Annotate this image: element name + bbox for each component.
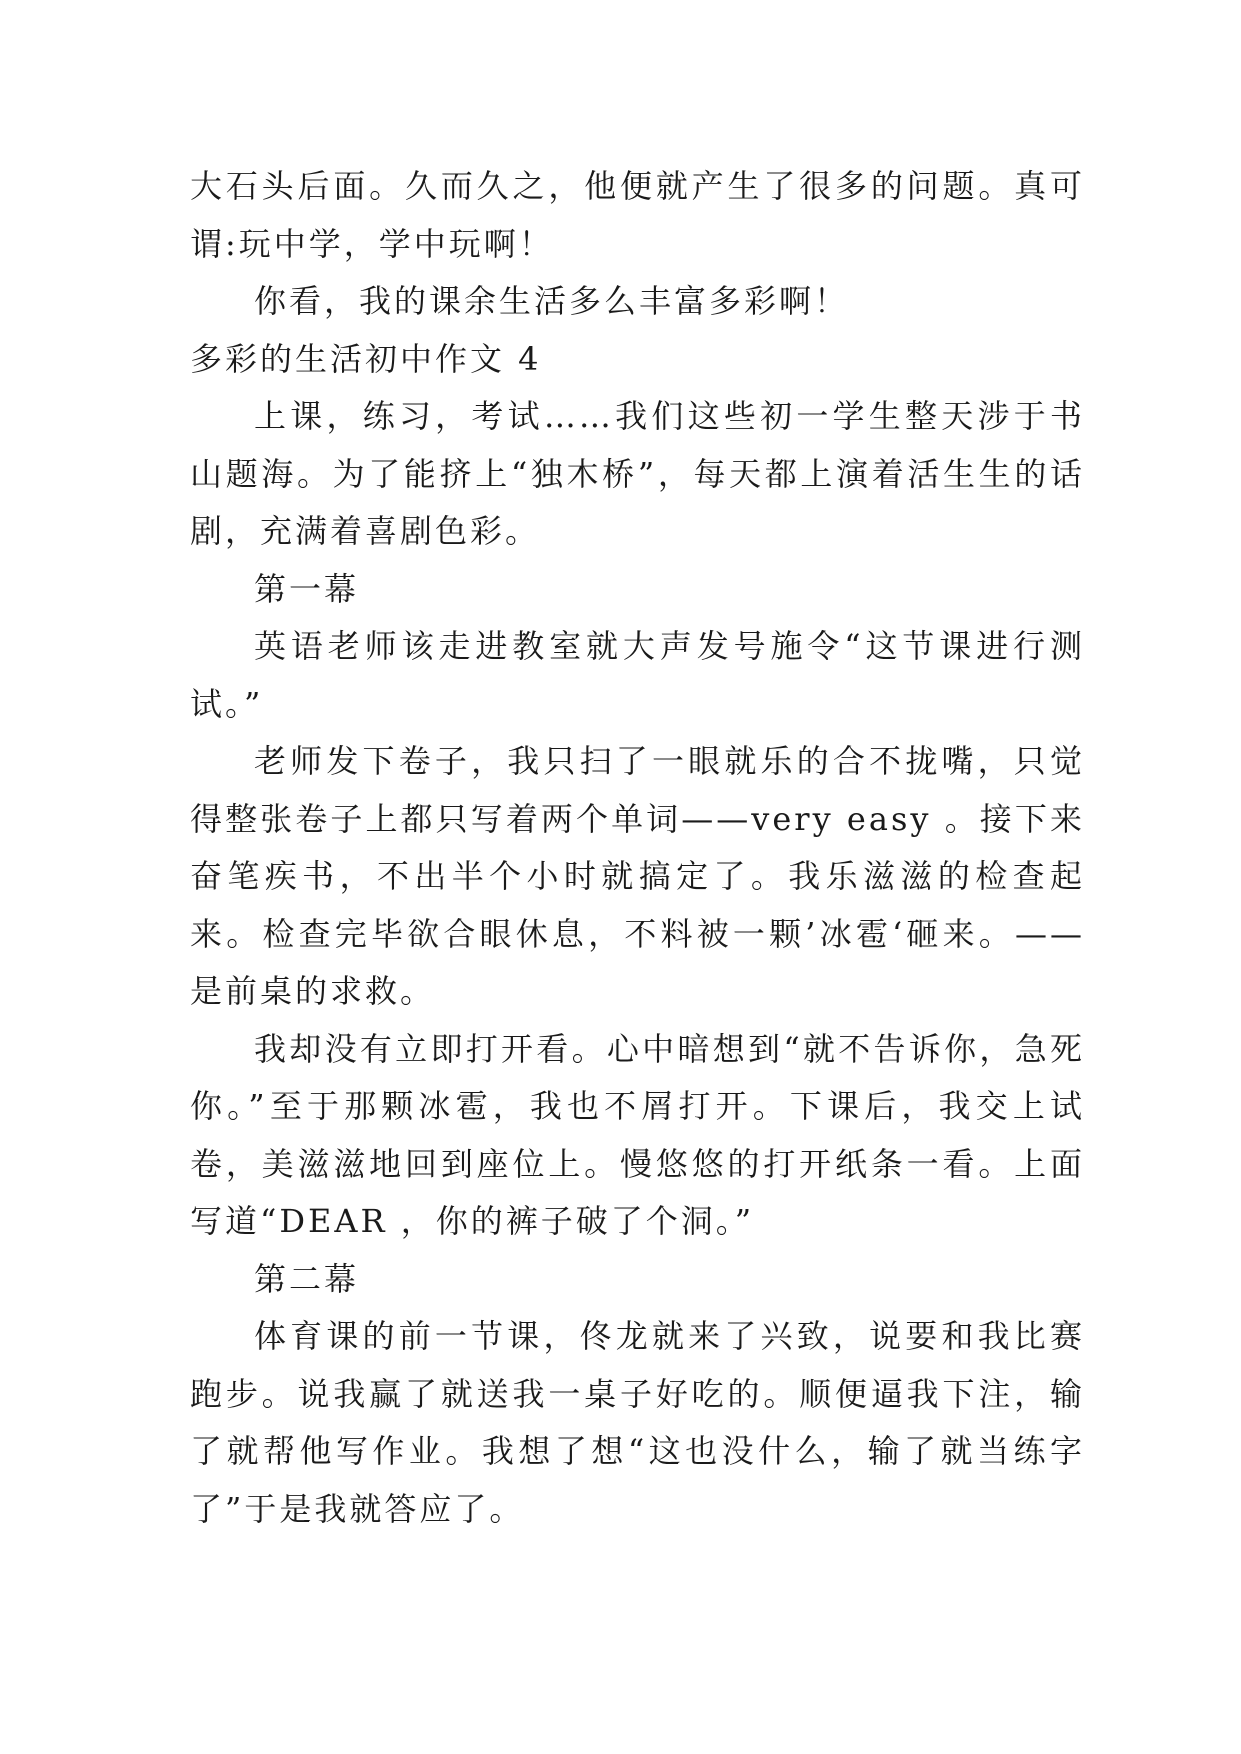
essay-title: 多彩的生活初中作文 4 <box>190 339 542 378</box>
paragraph-note: 我却没有立即打开看。心中暗想到“就不告诉你，急死你。”至于那颗冰雹，我也不屑打开。下课后，我交上试卷，美滋滋地回到座位上。慢悠悠的打开纸条一看。上面写道“DEAR ，你的裤子破了个洞。” <box>190 1029 1085 1240</box>
document-page <box>190 158 1085 1538</box>
paragraph-intro: 上课，练习，考试……我们这些初一学生整天涉于书山题海。为了能挤上“独木桥”，每天都上演着活生生的话剧，充满着喜剧色彩。 <box>190 397 1085 550</box>
act-one-heading: 第一幕 <box>254 569 360 608</box>
paragraph-teacher-test: 英语老师该走进教室就大声发号施令“这节课进行测试。” <box>190 627 1085 723</box>
paragraph-race: 体育课的前一节课，佟龙就来了兴致，说要和我比赛跑步。说我赢了就送我一桌子好吃的。顺便逼我下注，输了就帮他写作业。我想了想“这也没什么，输了就当练字了”于是我就答应了。 <box>190 1317 1085 1528</box>
paragraph-continuation: 大石头后面。久而久之，他便就产生了很多的问题。真可谓:玩中学，学中玩啊！ <box>190 167 1085 263</box>
paragraph-closing: 你看，我的课余生活多么丰富多彩啊！ <box>254 282 850 320</box>
paragraph-exam: 老师发下卷子，我只扫了一眼就乐的合不拢嘴，只觉得整张卷子上都只写着两个单词——very easy 。接下来奋笔疾书，不出半个小时就搞定了。我乐滋滋的检查起来。检查完毕欲合眼休息，不料被一颗’冰雹‘砸来。——是前桌的求救。 <box>190 742 1085 1010</box>
act-two-heading: 第二幕 <box>254 1259 360 1298</box>
